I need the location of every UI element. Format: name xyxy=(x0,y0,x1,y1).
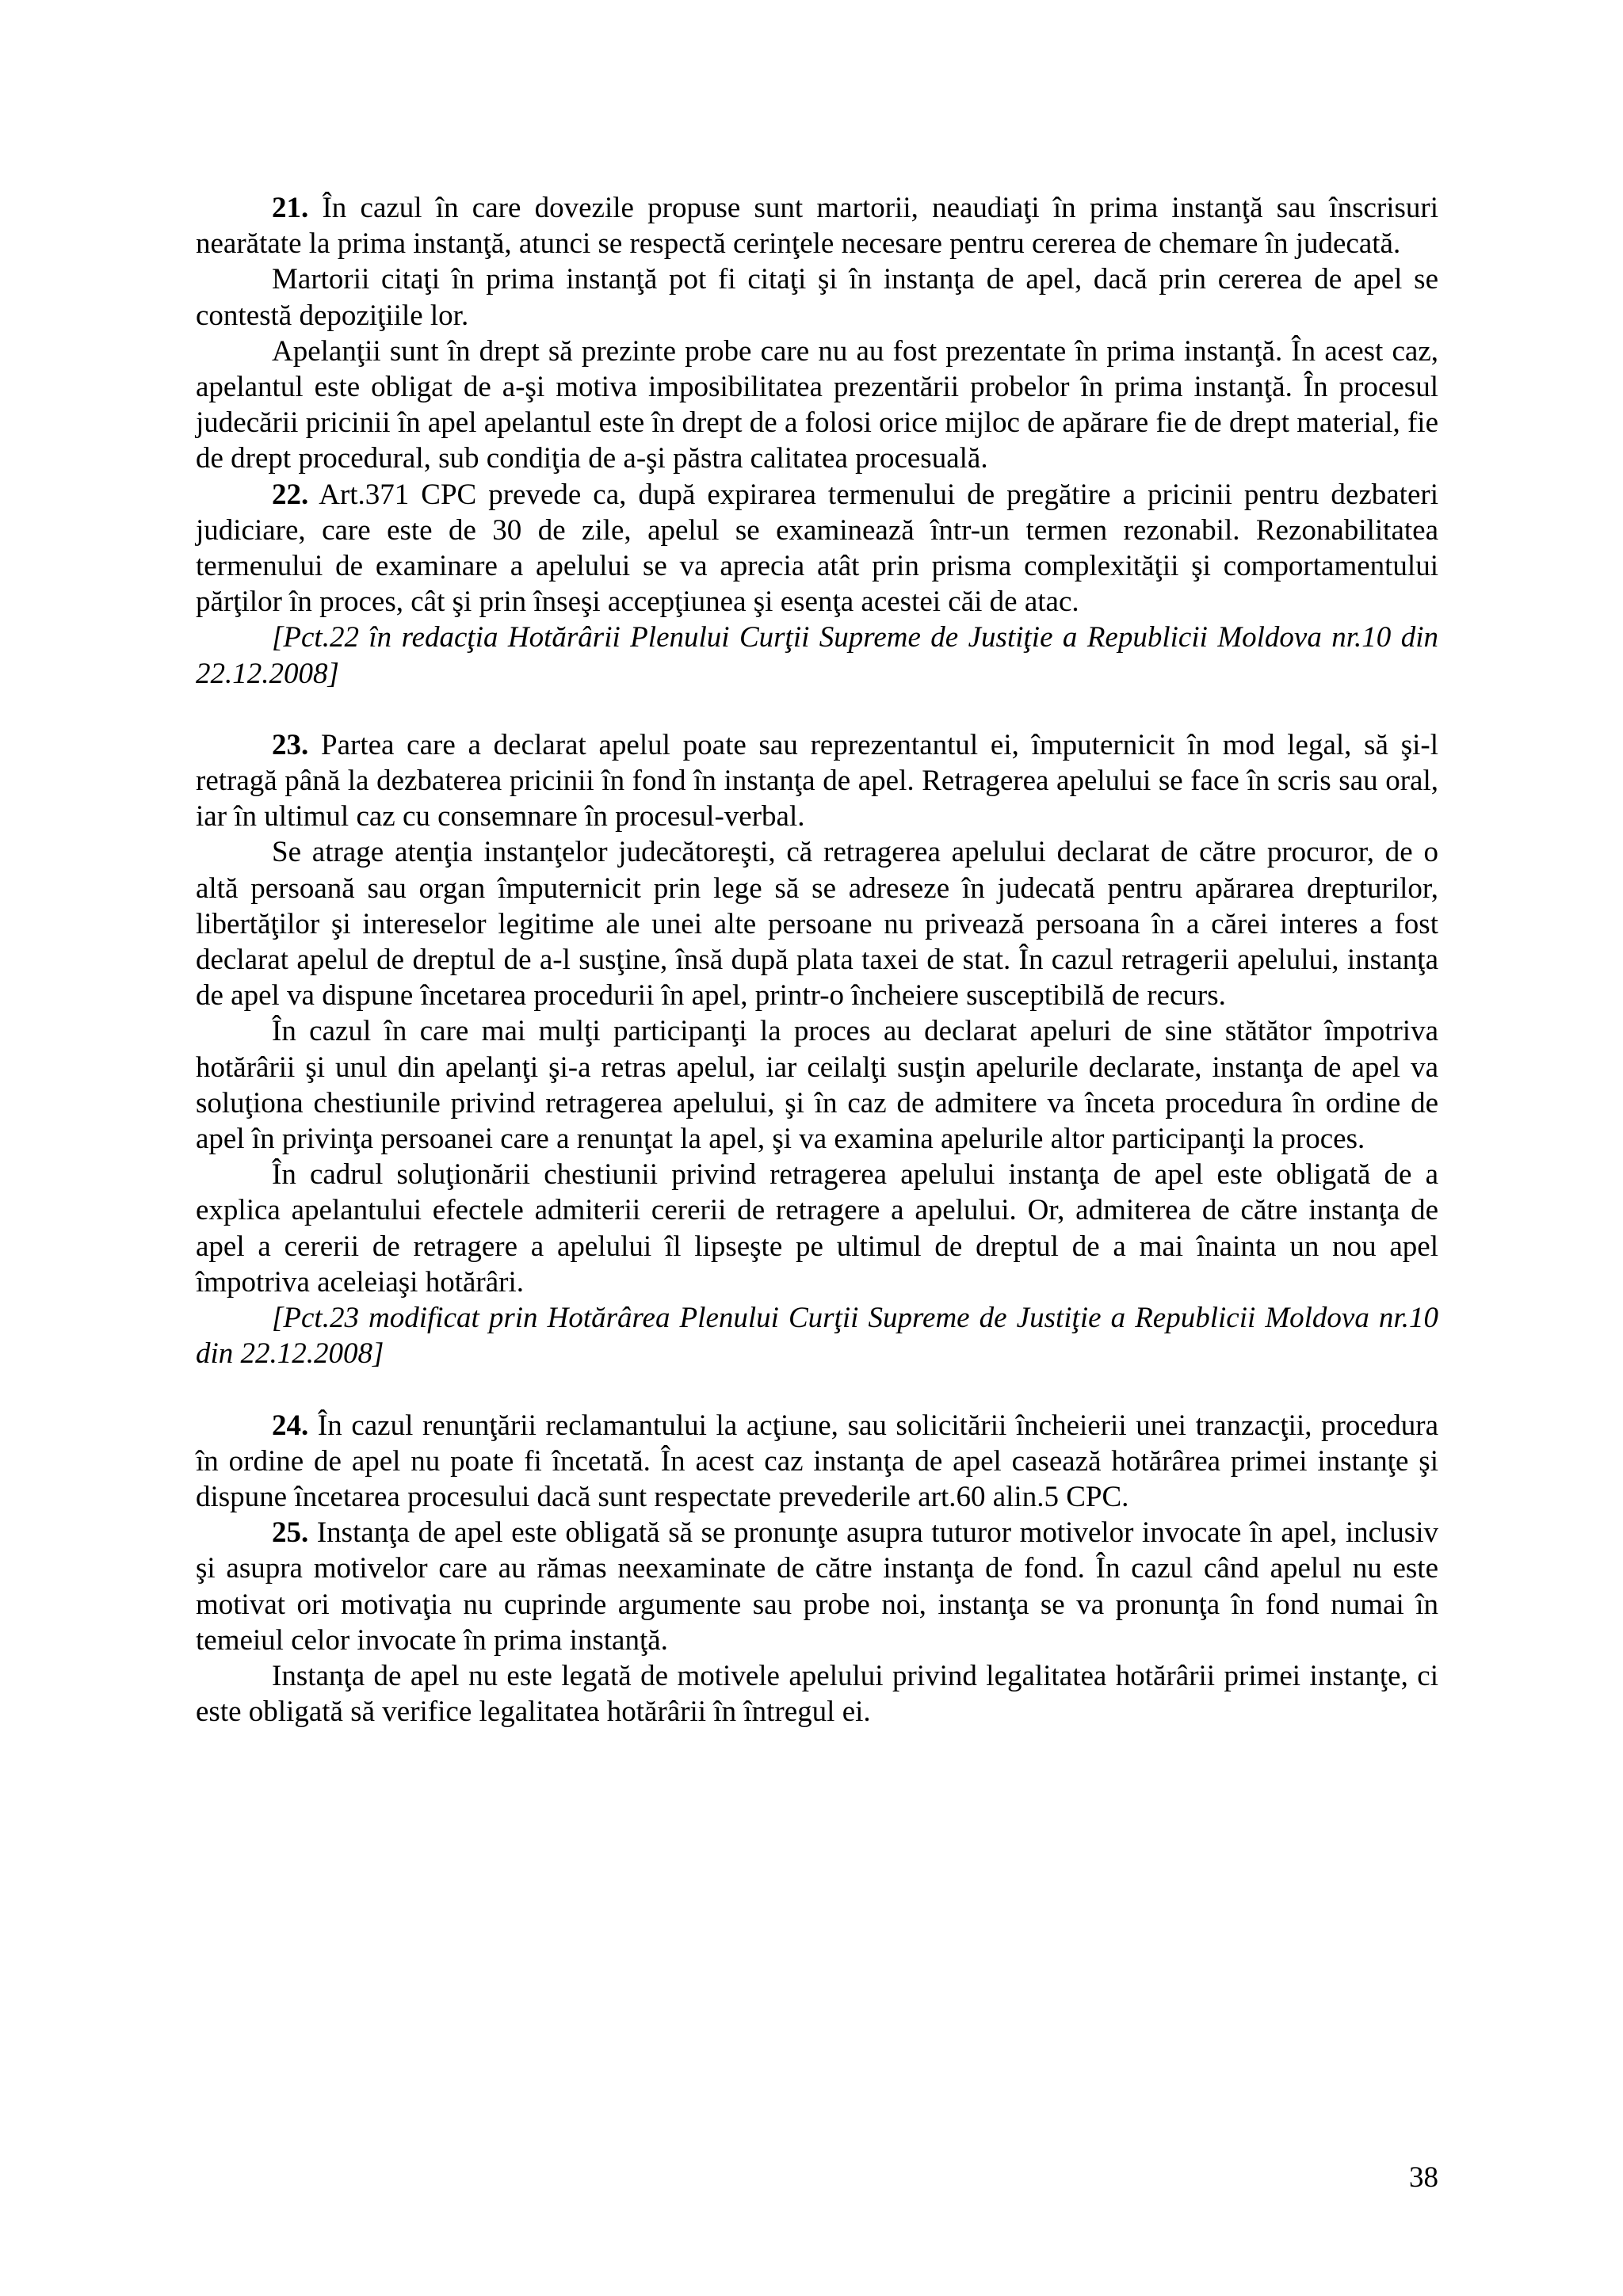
paragraph-text: În cazul în care dovezile propuse sunt martorii, neaudiaţi în prima instanţă sau înscrisuri nearătate la prima instanţă, atunci se respectă cerinţele necesare pentru cererea de chemare în judecată. xyxy=(196,192,1438,261)
note-text: [Pct.23 modificat prin Hotărârea Plenului Curţii Supreme de Justiţie a Republicii Moldova nr.10 din 22.12.2008] xyxy=(196,1302,1438,1371)
paragraph-24 xyxy=(196,1408,1438,1516)
amendment-note-22 xyxy=(196,620,1438,691)
document-body xyxy=(196,190,1438,1730)
page-number: 38 xyxy=(1409,2161,1438,2194)
paragraph-text: Art.371 CPC prevede ca, după expirarea termenului de pregătire a pricinii pentru dezbateri judiciare, care este de 30 de zile, apelul se examinează într-un termen rezonabil. Rezonabilitatea termenului de examinare a apelului se va aprecia atât prin prisma complexităţii şi comportamentului părţilor în proces, cât şi prin înseşi accepţiunea şi esenţa acestei căi de atac. xyxy=(196,478,1438,619)
paragraph-text: Se atrage atenţia instanţelor judecătoreşti, că retragerea apelului declarat de către procuror, de o altă persoană sau organ împuternicit prin lege să se adreseze în judecată pentru apărarea drepturilor, libertăţilor şi intereselor legitime ale unei alte persoane nu privează persoana în a cărei interes a fost declarat apelul de dreptul de a-l susţine, însă după plata taxei de stat. În cazul retragerii apelului, instanţa de apel va dispune încetarea procedurii în apel, printr-o încheiere susceptibilă de recurs. xyxy=(196,836,1438,1013)
spacer xyxy=(196,1372,1438,1408)
amendment-note-23 xyxy=(196,1300,1438,1371)
paragraph-text: Partea care a declarat apelul poate sau reprezentantul ei, împuternicit în mod legal, să şi-l retragă până la dezbaterea pricinii în fond în instanţa de apel. Retragerea apelului se face în scris sau oral, iar în ultimul caz cu consemnare în procesul-verbal. xyxy=(196,728,1438,833)
paragraph-text: În cazul în care mai mulţi participanţi la proces au declarat apeluri de sine stătător împotriva hotărârii şi unul din apelanţi şi-a retras apelul, iar ceilalţi susţin apelurile declarate, instanţa de apel va soluţiona chestiunile privind retragerea apelului, şi în caz de admitere va înceta procedura în ordine de apel în privinţa persoanei care a renunţat la apel, şi va examina apelurile altor participanţi la proces. xyxy=(196,1015,1438,1156)
paragraph-22 xyxy=(196,477,1438,620)
paragraph-25-legality xyxy=(196,1658,1438,1730)
paragraph-21-evidence xyxy=(196,334,1438,477)
note-text: [Pct.22 în redacţia Hotărârii Plenului Curţii Supreme de Justiţie a Republicii Moldova nr.10 din 22.12.2008] xyxy=(196,621,1438,690)
paragraph-21-witnesses xyxy=(196,261,1438,333)
paragraph-21 xyxy=(196,190,1438,261)
paragraph-text: Apelanţii sunt în drept să prezinte probe care nu au fost prezentate în prima instanţă. În acest caz, apelantul este obligat de a-şi motiva imposibilitatea prezentării probelor în prima instanţă. În procesul judecării pricinii în apel apelantul este în drept de a folosi orice mijloc de apărare fie de drept material, fie de drept procedural, sub condiţia de a-şi păstra calitatea procesuală. xyxy=(196,334,1438,475)
paragraph-text: Instanţa de apel nu este legată de motivele apelului privind legalitatea hotărârii primei instanţe, ci este obligată să verifice legalitatea hotărârii în întregul ei. xyxy=(196,1659,1438,1729)
paragraph-number: 25. xyxy=(272,1516,309,1550)
paragraph-23-explanation xyxy=(196,1157,1438,1300)
paragraph-number: 21. xyxy=(272,192,309,224)
paragraph-text: În cazul renunţării reclamantului la acţiune, sau solicitării încheierii unei tranzacţii, procedura în ordine de apel nu poate fi încetată. În acest caz instanţa de apel casează hotărârea primei instanţe şi dispune încetarea procesului dacă sunt respectate prevederile art.60 alin.5 CPC. xyxy=(196,1409,1438,1513)
paragraph-23-prosecutor xyxy=(196,834,1438,1013)
paragraph-23 xyxy=(196,727,1438,835)
paragraph-23-participants xyxy=(196,1013,1438,1157)
paragraph-25 xyxy=(196,1515,1438,1658)
paragraph-text: Instanţa de apel este obligată să se pronunţe asupra tuturor motivelor invocate în apel, inclusiv şi asupra motivelor care au rămas neexaminate de către instanţa de fond. În cazul când apelul nu este motivat ori motivaţia nu cuprinde argumente sau probe noi, instanţa se va pronunţa în fond numai în temeiul celor invocate în prima instanţă. xyxy=(196,1516,1438,1657)
paragraph-number: 22. xyxy=(272,478,309,511)
spacer xyxy=(196,692,1438,727)
paragraph-text: Martorii citaţi în prima instanţă pot fi citaţi şi în instanţa de apel, dacă prin cererea de apel se contestă depoziţiile lor. xyxy=(196,263,1438,332)
paragraph-number: 24. xyxy=(272,1409,309,1442)
paragraph-text: În cadrul soluţionării chestiunii privind retragerea apelului instanţa de apel este obligată de a explica apelantului efectele admiterii cererii de retragere a apelului. Or, admiterea de către instanţa de apel a cererii de retragere a apelului îl lipseşte pe ultimul de dreptul de a mai înainta un nou apel împotriva aceleiaşi hotărâri. xyxy=(196,1158,1438,1299)
paragraph-number: 23. xyxy=(272,728,309,761)
